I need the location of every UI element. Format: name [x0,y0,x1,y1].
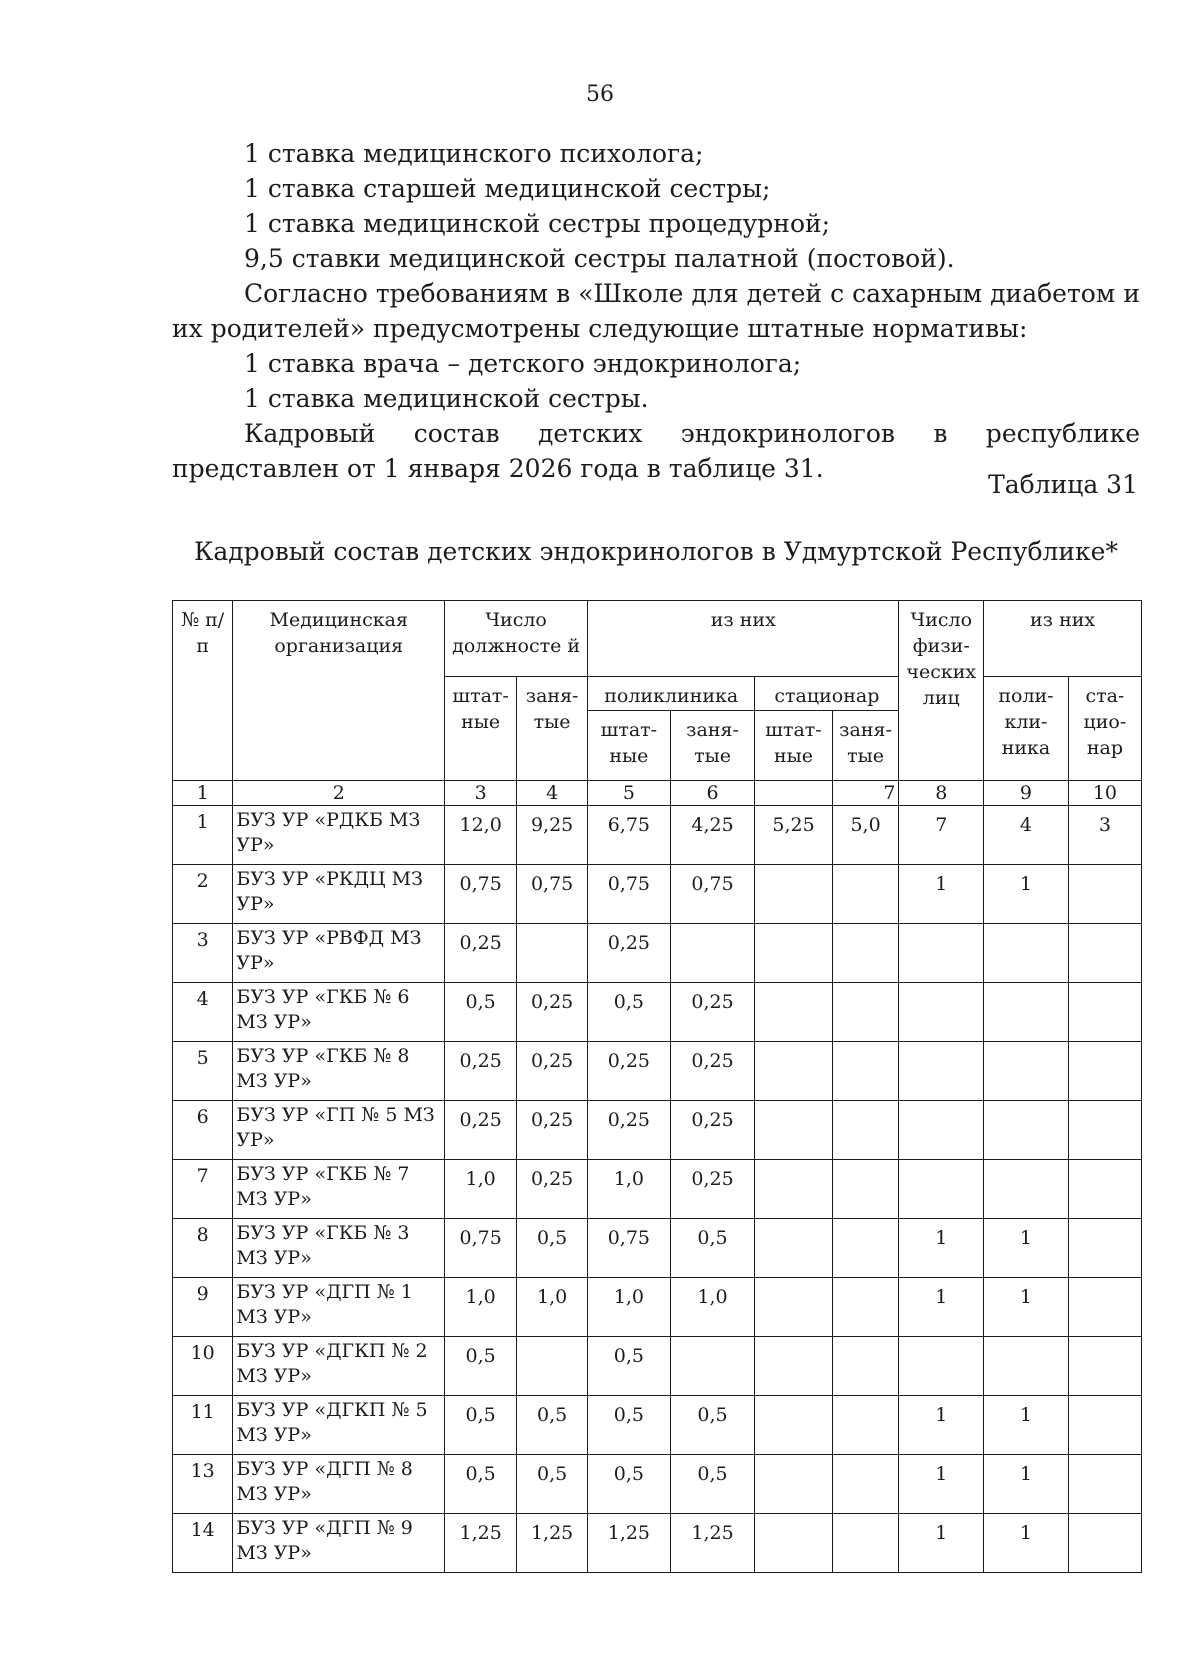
table-row [173,1101,1142,1160]
staff-cell: 0,25 [445,1101,517,1160]
row-number: 3 [173,924,233,983]
table-title: Кадровый состав детских эндокринологов в Удмуртской Республике* [194,537,1118,566]
persons-cell: 1 [899,1219,984,1278]
hosp-staff-cell [755,1278,832,1337]
row-number: 9 [173,1278,233,1337]
hosp-staff-cell [755,1160,832,1219]
persons-poly-cell [984,924,1069,983]
hosp-staff-cell [755,1396,832,1455]
organization-cell: БУЗ УР «РКДЦ МЗ УР» [233,865,445,924]
hosp-occupied-cell [832,924,899,983]
row-number: 6 [173,1101,233,1160]
column-number [755,781,832,806]
organization-cell: БУЗ УР «ДГП № 8 МЗ УР» [233,1455,445,1514]
organization-cell: БУЗ УР «ГКБ № 7 МЗ УР» [233,1160,445,1219]
column-number: 9 [984,781,1069,806]
hosp-occupied-cell [832,1396,899,1455]
persons-poly-cell: 4 [984,806,1069,865]
persons-cell [899,1042,984,1101]
persons-hosp-cell [1068,1337,1141,1396]
persons-hosp-cell: 3 [1068,806,1141,865]
paragraph: 1 ставка медицинской сестры процедурной; [244,209,831,238]
persons-cell: 1 [899,1514,984,1573]
persons-poly-cell: 1 [984,1455,1069,1514]
hosp-occupied-cell [832,1160,899,1219]
staff-cell: 1,0 [445,1160,517,1219]
occupied-cell: 0,5 [517,1455,588,1514]
paragraph: 1 ставка медицинского психолога; [244,139,704,168]
header-hosp-staff: штат-ные [755,711,832,781]
persons-cell: 1 [899,865,984,924]
hosp-staff-cell [755,1455,832,1514]
occupied-cell [517,1337,588,1396]
hosp-occupied-cell [832,1514,899,1573]
persons-poly-cell: 1 [984,1219,1069,1278]
persons-poly-cell [984,1160,1069,1219]
row-number: 14 [173,1514,233,1573]
header-poly-staff: штат-ные [588,711,671,781]
hosp-staff-cell [755,865,832,924]
persons-hosp-cell [1068,1101,1141,1160]
column-number-row [173,781,1142,806]
paragraph: Согласно требованиям в «Школе для детей с сахарным диабетом и их родителей» предусмотрены следующие штатные нормативы: [172,279,1140,343]
header-persons-hosp: ста-цио-нар [1068,677,1141,781]
occupied-cell: 0,25 [517,983,588,1042]
poly-occupied-cell: 1,25 [670,1514,755,1573]
paragraph: 9,5 ставки медицинской сестры палатной (постовой). [244,244,955,273]
body-text [172,136,1140,486]
persons-hosp-cell [1068,983,1141,1042]
persons-hosp-cell [1068,1042,1141,1101]
persons-cell: 1 [899,1455,984,1514]
row-number: 8 [173,1219,233,1278]
poly-occupied-cell: 0,25 [670,983,755,1042]
poly-staff-cell: 0,25 [588,1042,671,1101]
hosp-staff-cell: 5,25 [755,806,832,865]
page-number: 56 [586,82,614,107]
occupied-cell [517,924,588,983]
occupied-cell: 0,25 [517,1042,588,1101]
row-number: 5 [173,1042,233,1101]
table-row [173,1278,1142,1337]
poly-occupied-cell: 0,25 [670,1101,755,1160]
poly-occupied-cell: 4,25 [670,806,755,865]
hosp-staff-cell [755,983,832,1042]
column-number: 6 [670,781,755,806]
hosp-occupied-cell [832,983,899,1042]
hosp-occupied-cell [832,1278,899,1337]
persons-hosp-cell [1068,1278,1141,1337]
persons-cell: 1 [899,1396,984,1455]
persons-poly-cell: 1 [984,1514,1069,1573]
hosp-occupied-cell [832,865,899,924]
organization-cell: БУЗ УР «ДГП № 1 МЗ УР» [233,1278,445,1337]
persons-cell [899,1160,984,1219]
persons-cell: 1 [899,1278,984,1337]
table-row [173,1042,1142,1101]
hosp-staff-cell [755,924,832,983]
table-row [173,1219,1142,1278]
header-positions: Число должносте й [445,601,588,677]
row-number: 11 [173,1396,233,1455]
staff-cell: 0,25 [445,924,517,983]
row-number: 10 [173,1337,233,1396]
header-of-them: из них [588,601,899,677]
organization-cell: БУЗ УР «ГКБ № 3 МЗ УР» [233,1219,445,1278]
row-number: 7 [173,1160,233,1219]
staff-cell: 0,25 [445,1042,517,1101]
hosp-occupied-cell: 5,0 [832,806,899,865]
table-body [173,781,1142,1573]
persons-hosp-cell [1068,1219,1141,1278]
poly-occupied-cell: 0,5 [670,1219,755,1278]
staff-cell: 0,5 [445,983,517,1042]
persons-cell: 7 [899,806,984,865]
column-number: 7 [832,781,899,806]
organization-cell: БУЗ УР «ГП № 5 МЗ УР» [233,1101,445,1160]
poly-staff-cell: 0,5 [588,1337,671,1396]
table-row [173,1337,1142,1396]
hosp-occupied-cell [832,1219,899,1278]
staff-cell: 12,0 [445,806,517,865]
persons-cell [899,983,984,1042]
row-number: 4 [173,983,233,1042]
column-number: 2 [233,781,445,806]
hosp-staff-cell [755,1514,832,1573]
poly-staff-cell: 0,5 [588,1455,671,1514]
header-org: Медицинская организация [233,601,445,781]
persons-hosp-cell [1068,1396,1141,1455]
header-hospital: стационар [755,677,899,711]
persons-hosp-cell [1068,1514,1141,1573]
occupied-cell: 0,25 [517,1160,588,1219]
persons-poly-cell: 1 [984,1278,1069,1337]
column-number: 4 [517,781,588,806]
poly-occupied-cell: 0,25 [670,1042,755,1101]
persons-hosp-cell [1068,865,1141,924]
occupied-cell: 0,75 [517,865,588,924]
row-number: 2 [173,865,233,924]
occupied-cell: 9,25 [517,806,588,865]
poly-staff-cell: 0,75 [588,865,671,924]
persons-hosp-cell [1068,1160,1141,1219]
poly-staff-cell: 0,75 [588,1219,671,1278]
header-poly-occupied: заня-тые [670,711,755,781]
hosp-staff-cell [755,1101,832,1160]
staff-cell: 0,5 [445,1396,517,1455]
poly-occupied-cell: 0,5 [670,1455,755,1514]
poly-staff-cell: 0,5 [588,1396,671,1455]
header-polyclinic: поликлиника [588,677,755,711]
poly-staff-cell: 1,0 [588,1278,671,1337]
poly-occupied-cell: 1,0 [670,1278,755,1337]
occupied-cell: 1,25 [517,1514,588,1573]
table-label: Таблица 31 [988,470,1138,499]
poly-staff-cell: 0,25 [588,1101,671,1160]
persons-poly-cell [984,1337,1069,1396]
hosp-occupied-cell [832,1042,899,1101]
column-number: 1 [173,781,233,806]
occupied-cell: 0,5 [517,1396,588,1455]
table-row [173,1514,1142,1573]
table-row [173,865,1142,924]
poly-occupied-cell: 0,5 [670,1396,755,1455]
header-of-them-2: из них [984,601,1142,677]
poly-occupied-cell: 0,25 [670,1160,755,1219]
paragraph: Кадровый состав детских эндокринологов в республике представлен от 1 января 2026 года в таблице 31. [172,419,1140,483]
row-number: 13 [173,1455,233,1514]
poly-staff-cell: 0,25 [588,924,671,983]
header-num: № п/п [173,601,233,781]
occupied-cell: 1,0 [517,1278,588,1337]
poly-occupied-cell: 0,75 [670,865,755,924]
row-number: 1 [173,806,233,865]
organization-cell: БУЗ УР «ДГП № 9 МЗ УР» [233,1514,445,1573]
staff-cell: 1,0 [445,1278,517,1337]
organization-cell: БУЗ УР «ДГКП № 2 МЗ УР» [233,1337,445,1396]
column-number: 5 [588,781,671,806]
occupied-cell: 0,25 [517,1101,588,1160]
header-persons: Число физи-ческих лиц [899,601,984,781]
table-row [173,983,1142,1042]
staff-cell: 1,25 [445,1514,517,1573]
poly-staff-cell: 1,25 [588,1514,671,1573]
poly-staff-cell: 1,0 [588,1160,671,1219]
table-row [173,1396,1142,1455]
staff-cell: 0,5 [445,1337,517,1396]
organization-cell: БУЗ УР «РВФД МЗ УР» [233,924,445,983]
organization-cell: БУЗ УР «РДКБ МЗ УР» [233,806,445,865]
hosp-occupied-cell [832,1101,899,1160]
persons-cell [899,1337,984,1396]
header-persons-poly: поли-кли-ника [984,677,1069,781]
poly-occupied-cell [670,1337,755,1396]
column-number: 3 [445,781,517,806]
organization-cell: БУЗ УР «ДГКП № 5 МЗ УР» [233,1396,445,1455]
paragraph: 1 ставка врача – детского эндокринолога; [244,349,802,378]
poly-staff-cell: 0,5 [588,983,671,1042]
poly-occupied-cell [670,924,755,983]
persons-cell [899,1101,984,1160]
header-occupied: заня-тые [517,677,588,781]
organization-cell: БУЗ УР «ГКБ № 6 МЗ УР» [233,983,445,1042]
staff-cell: 0,5 [445,1455,517,1514]
poly-staff-cell: 6,75 [588,806,671,865]
persons-poly-cell [984,983,1069,1042]
hosp-staff-cell [755,1219,832,1278]
persons-hosp-cell [1068,924,1141,983]
staff-cell: 0,75 [445,865,517,924]
column-number: 10 [1068,781,1141,806]
persons-hosp-cell [1068,1455,1141,1514]
persons-poly-cell [984,1101,1069,1160]
header-hosp-occupied: заня-тые [832,711,899,781]
hosp-occupied-cell [832,1337,899,1396]
paragraph: 1 ставка старшей медицинской сестры; [244,174,771,203]
hosp-occupied-cell [832,1455,899,1514]
hosp-staff-cell [755,1042,832,1101]
table-row [173,1455,1142,1514]
column-number: 8 [899,781,984,806]
persons-poly-cell [984,1042,1069,1101]
persons-cell [899,924,984,983]
staff-cell: 0,75 [445,1219,517,1278]
organization-cell: БУЗ УР «ГКБ № 8 МЗ УР» [233,1042,445,1101]
staffing-table [172,600,1142,1573]
table-row [173,1160,1142,1219]
header-staff: штат-ные [445,677,517,781]
paragraph: 1 ставка медицинской сестры. [244,384,649,413]
persons-poly-cell: 1 [984,1396,1069,1455]
hosp-staff-cell [755,1337,832,1396]
occupied-cell: 0,5 [517,1219,588,1278]
table-row [173,806,1142,865]
table-row [173,924,1142,983]
persons-poly-cell: 1 [984,865,1069,924]
